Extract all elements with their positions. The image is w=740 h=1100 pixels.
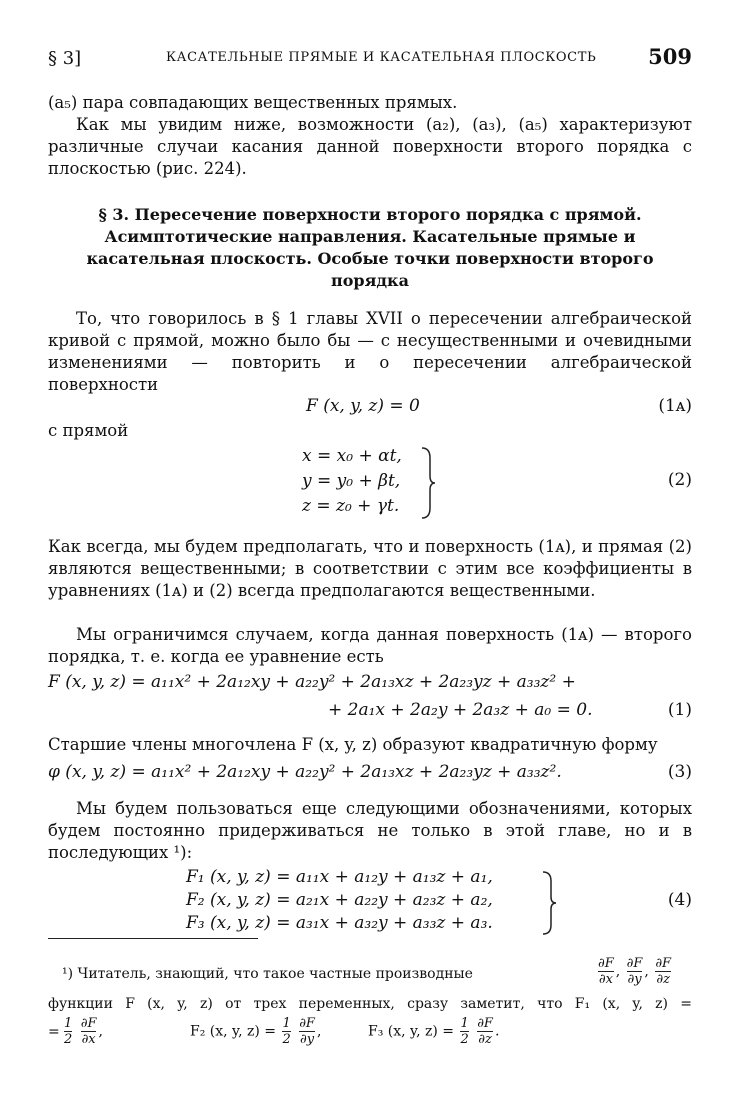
fraction-dF-dx-2: $\frac{\partial F}{\partial x}$ [80,1016,97,1047]
intro-paragraph: Как мы увидим ниже, возможности (a₂), (a₃), (a₅) характеризуют различные случаи касания данной поверхности второго порядка с плоскостью (рис. 224). [48,115,692,178]
paragraph-3-text: Мы ограничимся случаем, когда данная поверхность (1ᴀ) — второго порядка, т. е. когда ее уравнение есть [48,625,692,666]
footnote-line-2 [48,994,692,1016]
page-number: 509 [648,44,692,69]
equation-4-line: F₁ (x, y, z) = a₁₁x + a₁₂y + a₁₃z + a₁, [186,867,493,887]
paragraph-1-text: То, что говорилось в § 1 главы XVII о пересечении алгебраической кривой с прямой, можно было бы — с несущественными и очевидными изменениями — повторить и о пересечении алгебраической поверхности [48,309,692,394]
paragraph-4-text: Старшие члены многочлена F (x, y, z) образуют квадратичную форму [48,735,658,754]
footnote-derivatives: $\frac{\partial F}{\partial x}$ , $\frac{\partial F}{\partial y}$ , $\frac{\partial F}{\partial z}$ [598,956,672,987]
footnote-text-2: функции F (x, y, z) от трех переменных, сразу заметит, что F₁ (x, y, z) = [48,996,692,1012]
fraction-half: $\frac{1}{2}$ [64,1016,73,1047]
right-brace-2 [420,446,436,520]
with-line-label-wrap [48,420,692,442]
paragraph-2-text: Как всегда, мы будем предполагать, что и поверхность (1ᴀ), и прямая (2) являются вещественными; в соответствии с этим все коэффициенты в уравнениях (1ᴀ) и (2) всегда предполагаются вещественными. [48,537,692,600]
equation-1a-body: F (x, y, z) = 0 [306,396,420,416]
running-header [48,44,692,72]
footnote-formula-f2: F₂ (x, y, z) = $\frac{1}{2}$ $\frac{\partial F}{\partial y}$ , [190,1016,322,1047]
footnote-formula-f1: $\frac{1}{2}$ $\frac{\partial F}{\partial x}$ , [64,1016,103,1047]
equation-1-number: (1) [667,700,692,720]
with-line-label: с прямой [48,421,129,440]
equation-2-number: (2) [667,470,692,490]
fraction-dF-dy: $\frac{\partial F}{\partial y}$ [626,956,643,987]
footnote-formula-f3: F₃ (x, y, z) = $\frac{1}{2}$ $\frac{\partial F}{\partial z}$ . [368,1016,500,1047]
section-heading: § 3. Пересечение поверхности второго порядка с прямой. Асимптотические направления. Касательные прямые и касательная плоскость. Особые точки поверхности второго порядка [86,205,654,290]
footnote-line-3: = $\frac{1}{2}$ $\frac{\partial F}{\partial x}$ , F₂ (x, y, z) = $\frac{1}{2}$ $\frac{\partial F}{\partial y}$ , F₃ (x, y, z) = $\frac{1}{2}$ $\frac{\partial F}{\partial z}$ . [48,1016,500,1047]
paragraph-4 [48,734,692,756]
header-section: § 3] [48,48,82,69]
fraction-dF-dz: $\frac{\partial F}{\partial z}$ [655,956,672,987]
paragraph-5 [48,798,692,864]
equation-3-body: φ (x, y, z) = a₁₁x² + 2a₁₂xy + a₂₂y² + 2a₁₃xz + 2a₂₃yz + a₃₃z². [48,762,562,782]
fraction-dF-dx: $\frac{\partial F}{\partial x}$ [598,956,614,987]
equation-2-system [302,444,402,519]
equation-2-line: z = z₀ + γt. [302,496,400,516]
footnote-text-1: ¹) Читатель, знающий, что такое частные производные [62,966,473,982]
equation-4-number: (4) [667,890,692,910]
equation-4-system [186,866,493,935]
equation-1-line1-body: F (x, y, z) = a₁₁x² + 2a₁₂xy + a₂₂y² + 2a₁₃xz + 2a₂₃yz + a₃₃z² + [48,672,576,692]
equation-3-number: (3) [667,762,692,782]
equation-1-line2-body: + 2a₁x + 2a₂y + 2a₃z + a₀ = 0. [328,700,593,720]
header-title: КАСАТЕЛЬНЫЕ ПРЯМЫЕ И КАСАТЕЛЬНАЯ ПЛОСКОСТЬ [166,50,597,65]
footnote-f2-label: F₂ (x, y, z) = [190,1023,277,1040]
intro-line: (a₅) пара совпадающих вещественных прямых. [48,93,458,112]
equation-4-line: F₂ (x, y, z) = a₂₁x + a₂₂y + a₂₃z + a₂, [186,890,493,910]
equation-2-line: y = y₀ + βt, [302,471,401,491]
footnote [48,956,692,1056]
equation-4-line: F₃ (x, y, z) = a₃₁x + a₃₂y + a₃₃z + a₃. [186,913,493,933]
footnote-rule [48,938,258,939]
footnote-line-1 [48,956,692,994]
equation-2-line: x = x₀ + αt, [302,446,402,466]
footnote-f3-label: F₃ (x, y, z) = [368,1023,455,1040]
equation-1a-number: (1ᴀ) [658,396,692,416]
intro-block [48,92,692,180]
paragraph-1 [48,308,692,396]
paragraph-5-text: Мы будем пользоваться еще следующими обозначениями, которых будем постоянно придерживаться не только в этой главе, но и в последующих ¹): [48,799,692,862]
paragraph-2 [48,536,692,602]
right-brace-4 [541,870,557,936]
paragraph-3 [48,624,692,668]
